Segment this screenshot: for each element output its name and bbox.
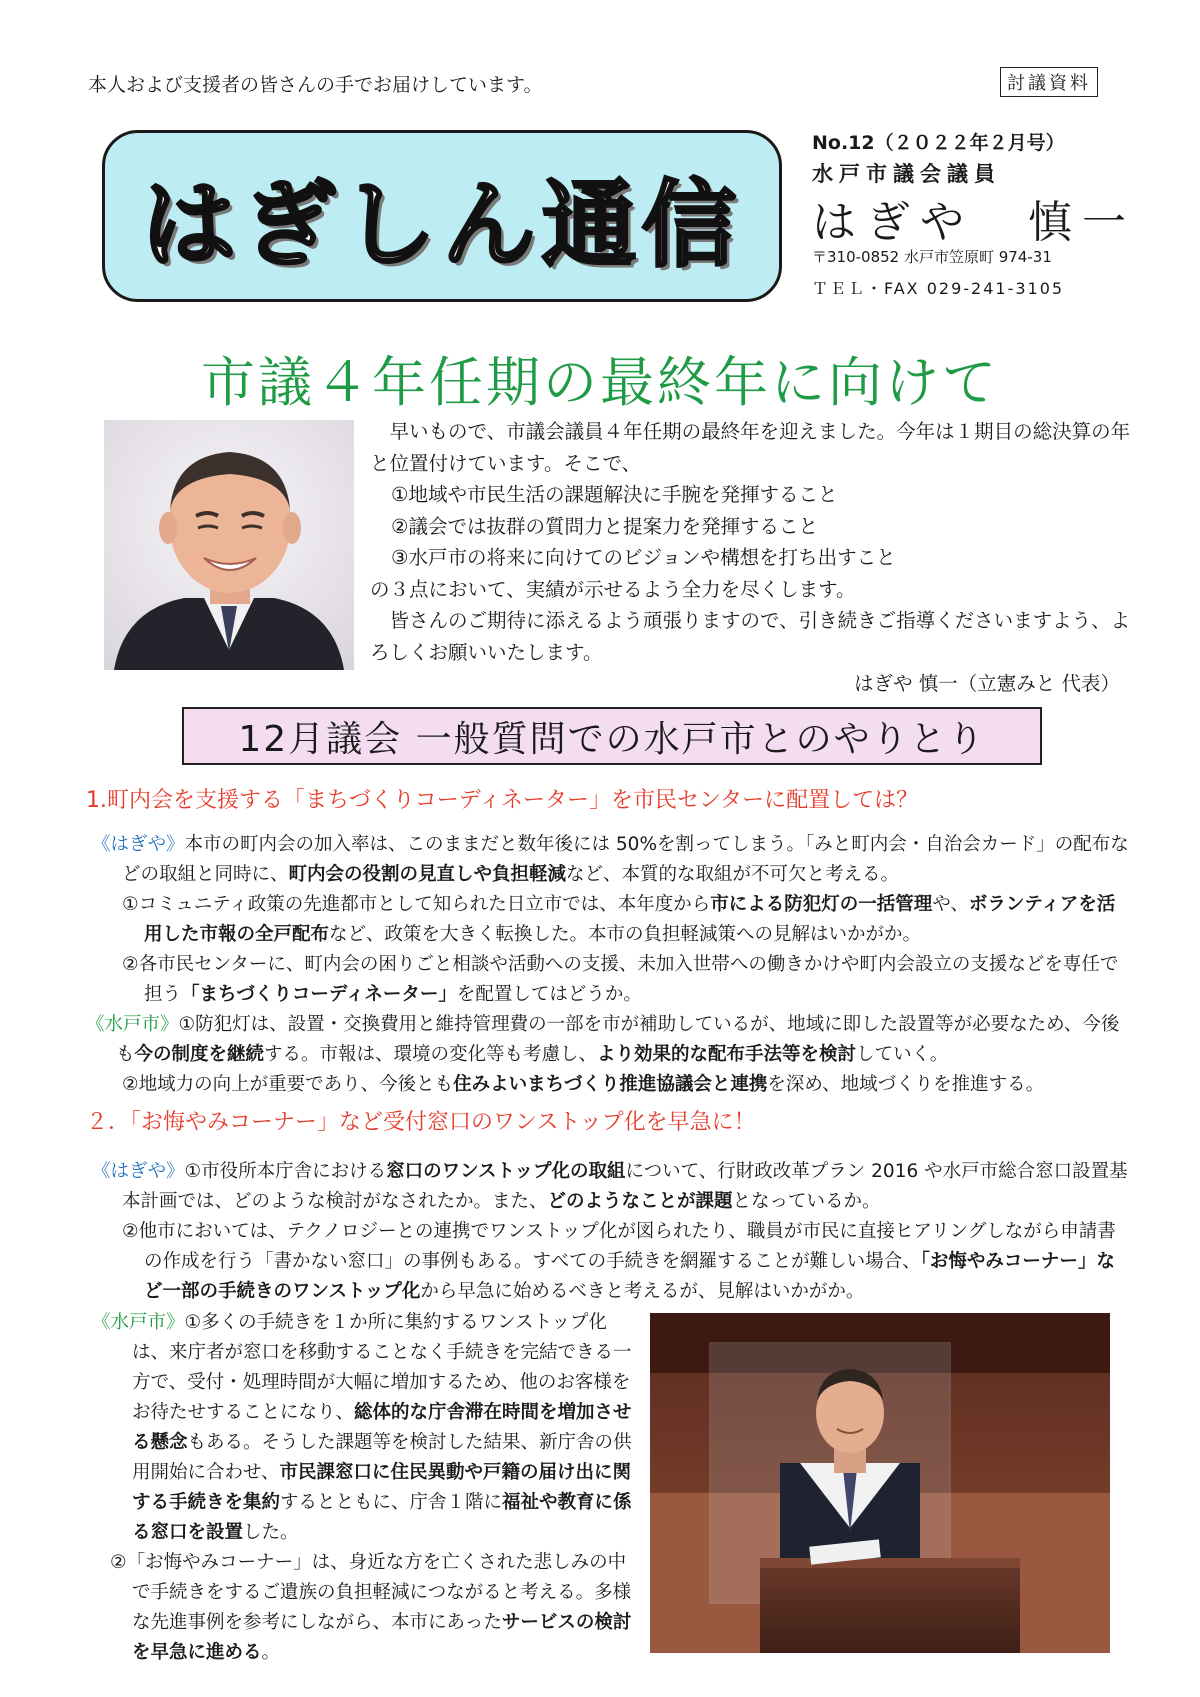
intro-paragraph: 皆さんのご期待に添えるよう頑張りますので、引き続きご指導くださいますよう、よろしくお願いいたします。: [370, 609, 1131, 664]
q2-hagiya-statement: 《はぎや》①市役所本庁舎における窓口のワンストップ化の取組について、行財政改革プラン 2016 や水戸市総合窓口設置基本計画では、どのような検討がなされたか。また、どのようなことが課題となっているか。 ②他市においては、テクノロジーとの連携でワンストップ化が図られたり、職員が市民に直接ヒアリングしながら申請書の作成を行う「書かない窓口」の事例もある。すべての手続きを網羅することが難しい場合、「お悔やみコーナー」など一部の手続きのワンストップ化から早急に始めるべきと考えるが、見解はいかがか。: [92, 1157, 1132, 1307]
headline: 市議４年任期の最終年に向けて: [201, 351, 999, 414]
discussion-material-stamp: 討議資料: [1000, 67, 1098, 97]
intro-paragraph: 早いもので、市議会議員４年任期の最終年を迎えました。今年は１期目の総決算の年と位置付けています。そこで、: [370, 420, 1131, 475]
q2-mito-answer: 《水戸市》①多くの手続きを１か所に集約するワンストップ化は、来庁者が窓口を移動することなく手続きを完結できる一方で、受付・処理時間が大幅に増加するため、他のお客様をお待たせすることになり、総体的な庁舎滞在時間を増加させる懸念もある。そうした課題等を検討した結果、新庁舎の供用開始に合わせ、市民課窓口に住民異動や戸籍の届け出に関する手続きを集約するとともに、庁舎１階に福祉や教育に係る窓口を設置した。 ②「お悔やみコーナー」は、身近な方を亡くされた悲しみの中で手続きをするご遺族の負担軽減につながると考える。多様な先進事例を参考にしながら、本市にあったサービスの検討を早急に進める。: [92, 1308, 632, 1668]
intro-paragraph: の３点において、実績が示せるよう全力を尽くします。: [370, 577, 856, 601]
q1-mito-answer-2: ②地域力の向上が重要であり、今後とも住みよいまちづくり推進協議会と連携を深め、地域づくりを推進する。: [122, 1074, 1045, 1095]
tagline: 本人および支援者の皆さんの手でお届けしています。: [88, 74, 543, 96]
question-1-title: 1.町内会を支援する「まちづくりコーディネーター」を市民センターに配置しては？: [86, 788, 919, 813]
section-banner: 12月議会 一般質問での水戸市とのやりとり: [182, 707, 1042, 765]
issue-number: No.12（２０２２年２月号）: [812, 132, 1065, 154]
intro-goal-1: ①地域や市民生活の課題解決に手腕を発揮すること: [391, 483, 838, 506]
author-address: 〒310-0852 水戸市笠原町 974-31: [812, 248, 1052, 266]
intro-text: [370, 416, 1140, 700]
author-tel: ＴＥＬ・FAX 029-241-3105: [812, 279, 1065, 298]
q1-hagiya-item-1: ①コミュニティ政策の先進都市として知られた日立市では、本年度から市による防犯灯の一括管理や、ボランティアを活用した市報の全戸配布など、政策を大きく転換した。本市の負担軽減策への見解はいかがか。: [122, 894, 1116, 945]
q1-hagiya-statement: 《はぎや》本市の町内会の加入率は、このままだと数年後には 50%を割ってしまう。「みと町内会・自治会カード」の配布などの取組と同時に、町内会の役割の見直しや負担軽減など、本質的な取組が不可欠と考える。 ①コミュニティ政策の先進都市として知られた日立市では、本年度から市による防犯灯の一括管理や、ボランティアを活用した市報の全戸配布など、政策を大きく転換した。本市の負担軽減策への見解はいかがか。 ②各市民センターに、町内会の困りごと相談や活動への支援、未加入世帯への働きかけや町内会設立の支援などを専任で担う「まちづくりコーディネーター」を配置してはどうか。 《水戸市》①防犯灯は、設置・交換費用と維持管理費の一部を市が補助しているが、地域に即した設置等が必要なため、今後も今の制度を継続する。市報は、環境の変化等も考慮し、より効果的な配布手法等を検討していく。 ②地域力の向上が重要であり、今後とも住みよいまちづくり推進協議会と連携を深め、地域づくりを推進する。: [92, 830, 1132, 1100]
author-role: 水戸市議会議員: [812, 162, 1001, 186]
masthead: [102, 130, 782, 302]
q1-mito-answer: 《水戸市》①防犯灯は、設置・交換費用と維持管理費の一部を市が補助しているが、地域に即した設置等が必要なため、今後も今の制度を継続する。市報は、環境の変化等も考慮し、より効果的な配布手法等を検討していく。: [86, 1014, 1120, 1065]
speaker-hagiya: 《はぎや》: [92, 834, 185, 855]
q1-hagiya-item-2: ②各市民センターに、町内会の困りごと相談や活動への支援、未加入世帯への働きかけや町内会設立の支援などを専任で担う「まちづくりコーディネーター」を配置してはどうか。: [122, 954, 1119, 1005]
speaker-mito: 《水戸市》: [92, 1312, 185, 1333]
assembly-speech-photo: [650, 1313, 1110, 1653]
intro-goal-2: ②議会では抜群の質問力と提案力を発揮すること: [391, 514, 818, 538]
portrait-photo: [104, 420, 354, 670]
q2-hagiya-item-2: ②他市においては、テクノロジーとの連携でワンストップ化が図られたり、職員が市民に直接ヒアリングしながら申請書の作成を行う「書かない窓口」の事例もある。すべての手続きを網羅することが難しい場合、「お悔やみコーナー」など一部の手続きのワンストップ化から早急に始めるべきと考えるが、見解はいかがか。: [122, 1221, 1116, 1302]
question-2-title: ２．「お悔やみコーナー」など受付窓口のワンストップ化を早急に！: [86, 1110, 756, 1135]
intro-signature: はぎや 慎一（立憲みと 代表）: [854, 672, 1120, 695]
masthead-title: はぎしん通信: [141, 170, 742, 280]
q2-mito-answer-2: ②「お悔やみコーナー」は、身近な方を亡くされた悲しみの中で手続きをするご遺族の負担軽減につながると考える。多様な先進事例を参考にしながら、本市にあったサービスの検討を早急に進める。: [110, 1552, 632, 1663]
speaker-hagiya: 《はぎや》: [92, 1161, 185, 1182]
author-name: はぎや 慎一: [812, 197, 1136, 248]
speaker-mito: 《水戸市》: [86, 1014, 179, 1035]
intro-goal-3: ③水戸市の将来に向けてのビジョンや構想を打ち出すこと: [391, 546, 896, 569]
